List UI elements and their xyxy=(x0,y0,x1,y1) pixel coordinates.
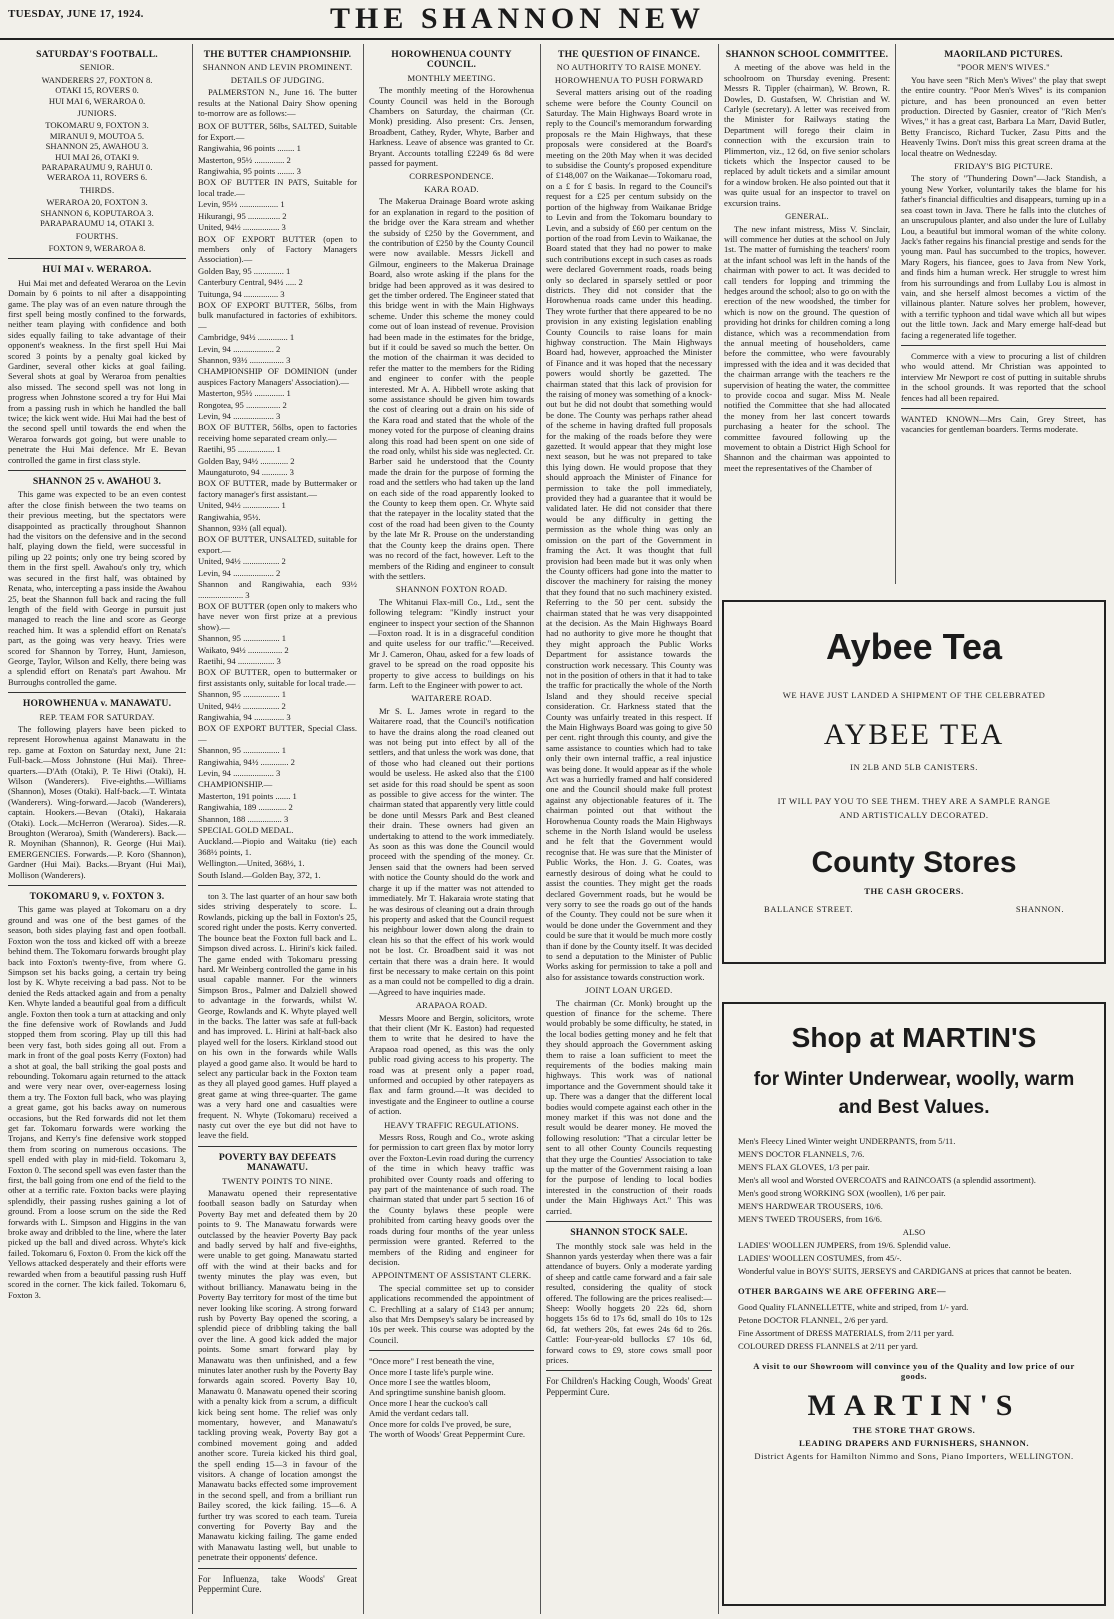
result-line: Tuitunga, 94 ................ 3 xyxy=(198,288,285,299)
subhead: WAITARERE ROAD. xyxy=(411,693,492,704)
ad-subhead: OTHER BARGAINS WE ARE OFFERING ARE— xyxy=(738,1286,947,1296)
ad-text: THE CASH GROCERS. xyxy=(864,886,964,896)
result-line: Shannon, 93½ ................ 3 xyxy=(198,354,291,365)
score-line: SHANNON 25, AWAHOU 3. xyxy=(45,141,149,152)
divider xyxy=(198,885,357,886)
score-line: OTAKI 15, ROVERS 0. xyxy=(55,85,139,96)
section-heading: MAORILAND PICTURES. xyxy=(944,49,1063,60)
column-council xyxy=(369,44,534,1614)
result-line: Rangiwahia, 95 points ........ 3 xyxy=(198,166,301,177)
subhead: APPOINTMENT OF ASSISTANT CLERK. xyxy=(371,1270,532,1281)
divider xyxy=(546,1221,712,1222)
result-line: Rangiwahia, 96 points ........ 1 xyxy=(198,143,301,154)
result-line: Levin, 94 ................... 2 xyxy=(198,343,281,354)
aybee-tea-ad xyxy=(722,600,1106,964)
article-body: The chairman (Cr. Monk) brought up the question of finance for the scheme. There would probably be some difficulty, he stated, in the local bodies getting money and he felt that they should approach the Government asking them to raise a loan sufficient to meet the requirements of the bodies making main highways. This work was of national importance and the Government should take it up. There was a danger that the different local bodies would compete against each other in the money market if this was not done and the result would be dearer money. He moved the following resolution: "That a circular letter be sent to all other County Councils requesting that they urge the Counties' Association to take up the matter of the Government raising a loan for the purpose of lending to local bodies interested in the construction of their roads under the Main Highways Act." This was carried. xyxy=(546,997,712,1216)
column-rule xyxy=(540,44,541,1614)
grade-label: THIRDS. xyxy=(79,184,115,195)
article-body: The special committee set up to consider applications recommended the appointment of C. Frechlling at a salary of £143 per annum; also that Mrs Dempsey's salary be increased by 10s per week. This course was adopted by the Council. xyxy=(369,1282,534,1345)
grade-label: SENIOR. xyxy=(79,62,115,73)
subhead: HEAVY TRAFFIC REGULATIONS. xyxy=(384,1119,519,1130)
article-body: Messrs Ross, Rough and Co., wrote asking for permission to cart green flax by motor lorry over the Foxton-Levin road during the currency of the time in which heavy traffic was prohibited over County roads and offering to pay part of the maintenance of such road. The chairman stated that under part 5 section 16 of the County bylaws these people were prohibited from carting heavy goods over the roads during four months of the year unless permission were granted. Referred to the members of the Riding and engineer for decision. xyxy=(369,1132,534,1267)
ad-item: Fine Assortment of DRESS MATERIALS, from 2/11 per yard. xyxy=(738,1328,954,1338)
ad-text: A visit to our Showroom will convince you of the Quality and low price of our goods. xyxy=(753,1361,1075,1381)
poem-line: "Once more" I rest beneath the vine, xyxy=(369,1356,495,1367)
ad-title: Aybee Tea xyxy=(825,626,1003,667)
ad-tagline: for Winter Underwear, woolly, warm and Best Values. xyxy=(753,1069,1075,1118)
ad-street: BALLANCE STREET. xyxy=(764,904,853,914)
ad-brand: AYBEE TEA xyxy=(823,718,1005,751)
article-body: The Whitanui Flax-mill Co., Ltd., sent the following telegram: "Kindly instruct your engineer to inspect your section of the Shannon—Foxton road. It is in a disgraceful condition and quite useless for our traffic."—Received. Mr J. Cameron, Ohau, asked for a few loads of gravel to be spread on the road opposite his property to give access to buildings on his farm. Left to the Engineer with power to act. xyxy=(369,596,534,690)
article-body: This game was expected to be an even contest after the close finish between the two teams on their previous meeting, but the spectators were disappointed as practically throughout Shannon had the visitors on the defensive and in the second half, playing down the field, were successful in piling up 22 points; only one try being scored by them in the first spell. Awahou's only try, which was secured in the first half, was obtained by Renata, who, intercepting a pass inside the Awahou 25, beat the Shannon full back and racing the full length of the field with George in pursuit just managed to reach the line and score as George reached him. It was a splendid effort on Renata's part, as the going was very heavy. Tries were scored for Shannon by Torrey, Hunt, Jamieson, George, Taylor, Wilson and Kelly, there being was a splendid effort on Renata's part Awahou. Mr Burroughs controlled the game. xyxy=(8,489,186,687)
result-line: Shannon, 93½ (all equal). xyxy=(198,523,287,534)
score-line: TOKOMARU 9, FOXTON 3. xyxy=(45,120,149,131)
article-subtitle: "POOR MEN'S WIVES." xyxy=(957,62,1050,73)
result-line: Masterton, 95½ .............. 1 xyxy=(198,388,291,399)
ad-text: THE STORE THAT GROWS. xyxy=(852,1425,976,1435)
section-heading: HOROWHENUA COUNTY COUNCIL. xyxy=(391,49,512,71)
article-body: This game was played at Tokomaru on a dry ground and was one of the best games of the season, both sides playing fast and open football. Foxton won the toss and kicked off with a breeze behind them. The Tokomaru forwards brought play back into Foxton's twenty-five, from where G. Simpson set his backs going, a certain try being lost by K. Whyte receiving a bad pass. Not to be denied the Reds attacked again and from a penalty Ken. Whyte landed a beautiful goal from a difficult angle. Foxton then took a turn at attacking and only the fine defensive work of Rowlands and Judd stopped them from scoring. Play up till this had been very fast, both sides going all out. From a mark in front of the goal posts Kerry (Foxton) had a shot at goal, the ball striking the goal posts and rebounding. Tokomaru again returned to the attack and were very near over, over-eagerness losing them a try. The Foxton full back, who was playing a great game, got his backs away on numerous occasions, but the Red forwards did not let them get far. Tokomaru forwards were working the Trojans, and Kerry's fine defensive work stopped them from scoring on numerous occasions. The spell ended with play in mid-field. Tokomaru 3, Foxton 0. The second spell was even faster than the first, the ball going from one end of the field to the other at a terrific rate. Foxton backs were playing splendidly, their passing rushes gaining a lot of ground. From a loose scrum on the side the Red forwards with L. Simpson and Higgins in the van broke away and dribbled to the line, where the later picked up the ball and dived across. Whyte's kick failed. Tokomaru 6, Foxton 0. From the kick off the Yellows attacked desperately and their efforts were rewarded when from a beautiful passing rush Huff scored in the corner. The kick failed. Tokomaru 6, Foxton 3. xyxy=(8,904,186,1300)
divider xyxy=(8,692,186,693)
subhead: JOINT LOAN URGED. xyxy=(585,985,673,996)
score-line: PARAPARAUMU 9, RAHUI 0. xyxy=(41,162,153,173)
divider xyxy=(8,470,186,471)
article-subtitle: DETAILS OF JUDGING. xyxy=(230,74,325,85)
article-body: The story of "Thundering Down"—Jack Standish, a young New Yorker, voluntarily takes the blame for his father's financial difficulties and disappears, turning up in a sea coast town in Java. There he falls into the clutches of an unscrupulous planter, and also under the lure of Lullaby Lou, a beautiful but immoral woman of the white colony. Jack's father regains his financial prestige and sends for the young man. Paul has succumbed to the tropics, however. Mary Rogers, his fiancee, goes to Java from New York, and finds him a human wreck. Her struggle to wrest him from his surroundings and from Lullaby Lou is almost in vain, and she herself almost becomes a victim of the villainous planter. Nature solves her problem, however, with a terrific typhoon and tidal wave which all but wipes out the little town. Jack and Mary emerge half-dead but facing a regenerated life together. xyxy=(901,173,1106,340)
result-line: BOX OF BUTTER, 56lbs, SALTED, Suitable for Export.— xyxy=(198,121,357,142)
subhead: KARA ROAD. xyxy=(424,183,479,194)
poem-line: Once more for colds I've proved, be sure, xyxy=(369,1418,512,1429)
result-line: Masterton, 191 points ....... 1 xyxy=(198,790,297,801)
result-line: Rangiwahia, 94 .............. 3 xyxy=(198,711,291,722)
result-line: Shannon and Rangiwahia, each 93½ ..................... 3 xyxy=(198,579,357,600)
score-line: WERAROA 20, FOXTON 3. xyxy=(46,197,148,208)
article-title: HUI MAI v. WERAROA. xyxy=(42,264,152,276)
poem-line: Once more I see the wattles bloom, xyxy=(369,1376,491,1387)
ad-item: MEN'S HARDWEAR TROUSERS, 10/6. xyxy=(738,1201,883,1211)
ad-items xyxy=(738,1136,1090,1276)
result-line: Shannon, 188 ................ 3 xyxy=(198,813,289,824)
column-rule xyxy=(192,44,193,1614)
divider xyxy=(369,1350,534,1351)
result-line: CHAMPIONSHIP OF DOMINION (under auspices Factory Managers' Association).— xyxy=(198,366,357,387)
article-subtitle: MONTHLY MEETING. xyxy=(407,72,496,83)
divider xyxy=(901,408,1106,409)
masthead xyxy=(0,0,1114,40)
article-body: You have seen "Rich Men's Wives" the play that swept the entire country. "Poor Men's Wives" is its companion picture, and has been pronounced an even better production. Directed by Gasnier, creator of "Rich Men's Wives," it has a great cast, Barbara La Marr, David Butler, Betty Francisco, Richard Tucker, Zasu Pitts and the Heavenly Twins. Don't miss this great screen drama at the local theatre on Wednesday. xyxy=(901,74,1106,158)
article-body: Mr S. L. James wrote in regard to the Waitarere road, that the Council's notification to have the drains along the road cleaned out was not being put into effect by all of the settlers, and that unless the work was done, that of those who had cleaned out their portions would be useless. He asked also that the £100 set aside for this road should be spent as soon as possible to give access for the winter. The chairman stated that apparently very little could be done until Messrs Park and Best cleaned their drain. These owners had given an undertaking to attend to the work immediately. As soon as this was done the Council would proceed with the spending of the money. Cr. Jensen said that the owners had been served with notice the County should do the work and charge it up if the matter was not attended to immediately. Mr T. Hakaraia wrote stating that he was desirous of cleaning out a drain through his property and asked that the Council request his neighbour lower down along the drain to clean his so that the effect of his work would not be lost. Cr. Broadbent said it was not certain that there was a drain here. It would first be necessary to make certain on this point as a man could not be compelled to dig a drain.—Agreed to have inquiries made. xyxy=(369,705,534,997)
article-body: Commerce with a view to procuring a list of children who would attend. Mr Christian was appointed to interview Mr Newport re cost of putting in suitable shrubs in the school grounds. It was reported that the school fences had all been repaired. xyxy=(901,350,1106,403)
result-line: BOX OF EXPORT BUTTER (open to members only of Factory Managers Association).— xyxy=(198,233,357,265)
article-body: The monthly stock sale was held in the Shannon yards yesterday when there was a fair attendance of buyers. Only a moderate yarding of sheep and cattle came forward and a fair sale resulted, considering the quality of stock offered. The following are the prices realised:—Sheep: Woolly hoggets 20 22s 6d, shorn hoggets 15s 6d to 17s 6d, small do 10s to 12s 6d, fat wethers 20s, fat ewes 24s 6d to 26s. Cattle: Four-year-old bullocks £7 10s 6d, forward cows to £9, store cows small poor prices. xyxy=(546,1240,712,1365)
poem-line: Once more I hear the cuckoo's call xyxy=(369,1397,488,1408)
column-pictures xyxy=(901,44,1106,584)
section-heading: SATURDAY'S FOOTBALL. xyxy=(36,49,158,60)
score-line: FOXTON 9, WERAROA 8. xyxy=(48,242,146,253)
result-line: Raetihi, 94 ................. 3 xyxy=(198,655,281,666)
subhead: CORRESPONDENCE. xyxy=(409,171,494,182)
result-line: CHAMPIONSHIP.— xyxy=(198,779,273,790)
classified-ad: WANTED KNOWN—Mrs Cain, Grey Street, has vacancies for gentleman boarders. Terms moderate. xyxy=(901,414,1106,435)
article-subtitle: TWENTY POINTS TO NINE. xyxy=(222,1175,333,1186)
result-line: Hikurangi, 95 ............... 2 xyxy=(198,210,287,221)
ad-line: For Children's Hacking Cough, Woods' Great Peppermint Cure. xyxy=(546,1376,712,1397)
divider xyxy=(198,1568,357,1569)
article-title: POVERTY BAY DEFEATS MANAWATU. xyxy=(218,1151,337,1174)
result-line: SPECIAL GOLD MEDAL. xyxy=(198,825,294,836)
result-line: Waikato, 94½ ................ 2 xyxy=(198,644,289,655)
article-body: The Makerua Drainage Board wrote asking for an explanation in regard to the position of the bridge over the Kara stream and whether the subsidy of £250 by the Government, and the contribution of £250 by the County Council were now available. Messrs Jickell and Gilmour, engineers to the Makerua Drainage Board, also wrote asking if the plans for the bridge had been approved as it was desired to get the timber ordered. The Engineer stated that this bridge went in with the Main Highways scheme. Under this scheme the money could come out of loan instead of revenue. Provision had been made in the estimates for the bridge, but if it could be saved so much the better. On the motion of the chairman it was decided to refer the matter to the members for the Riding and engineer to confer with the people interested. Mr A. A. Hibbell wrote asking that some assistance should be given him towards the cost of clearing out a drain on his side of the Kara road and stated that the whole of the money voted for the purpose of cleaning drains along this road had been spent on one side of the road only, whilst his side was neglected. Cr. Barber said he understood that the County made the drain for the purpose of forming the road and the settlers who had taken up the land on each side of the road apparently looked to the County to keep them open. Cr. Whyte said that the ratepayer in the locality stated that the cost of the road had been given to the County by the late Mr R. Prouse on the understanding that the County keep the drains open. There was no record of the fact, however. Left to the members of the Riding and engineer to consult with the settlers. xyxy=(369,196,534,581)
score-line: MIRANUI 9, MOUTOA 5. xyxy=(49,130,145,141)
ad-text: IN 2LB AND 5LB CANISTERS. xyxy=(850,762,978,772)
result-line: BOX OF BUTTER (open only to makers who have never won first prize at a previous show).— xyxy=(198,600,357,632)
article-body: A meeting of the above was held in the schoolroom on Thursday evening. Present: Messrs R. Tippler (chairman), W. Brown, R. Dowles, D. Gustafsen, W. Christian and W. Carlyle (secretary). A letter was received from the Minister for Railways stating the Department will forego their claim in connection with the excursion train to Plimmerton, viz., 12 6d, on five senior scholars tickets which the Inspector caused to be replaced by adult tickets and a similar amount for a window broken. He also pointed out that it was quite usual for an inspector to travel on excursion trains. xyxy=(724,62,890,208)
result-line: Levin, 95½ .................. 1 xyxy=(198,199,285,210)
score-line: HUI MAI 6, WERAROA 0. xyxy=(48,95,146,106)
article-subtitle: HOROWHENUA TO PUSH FORWARD xyxy=(554,74,704,85)
article-body: ton 3. The last quarter of an hour saw both sides striving desperately to score. L. Rowlands, picking up the ball in Foxton's 25, scored right under the posts. Kerry converted. The bounce beat the Foxton full back and L. Simpson dived across. L. Hirini's kick failed. The game ended with Tokomaru pressing hard. Mr Weinberg controlled the game in his usual capable manner. For the winners Simpson Bros., Palmer and Dalziell showed to advantage in the forwards, whilst W. George, Rowlands and K. Whyte played well in the backs. The latter was safe at full-back and has improved. L. Hirini at half-back also played well for the losers. Kirkland stood out on his own in the forwards while Walls played a good game also. It would be hard to select any particular back in the Foxton team as they all played good games. Huff played a great game at wing three-quarter. The game was a very hard one and casualties were frequent. N. Whyte (Tokomaru) received a nasty cut over the eye but did not have to leave the field. xyxy=(198,891,357,1141)
divider xyxy=(8,885,186,886)
result-line: United, 94½ ................. 3 xyxy=(198,222,286,233)
divider xyxy=(901,345,1106,346)
subhead: GENERAL. xyxy=(785,211,829,222)
section-heading: THE QUESTION OF FINANCE. xyxy=(558,49,700,60)
result-line: Rangiwahia, 95½. xyxy=(198,511,261,522)
result-line: Shannon, 95 ................. 1 xyxy=(198,633,287,644)
column-sports xyxy=(8,44,186,1614)
column-rule xyxy=(895,44,896,584)
newspaper-title: THE SHANNON NEW xyxy=(330,2,706,35)
ad-name: MARTIN'S xyxy=(807,1389,1021,1422)
article-body: Hui Mai met and defeated Weraroa on the Levin Domain by 6 points to nil after a disappointing game. The play was of an even nature through the first spell being mostly confined to the forwards, neither team playing with confidence and both sides equally failing to take advantage of their opponent's weakness. In the first spell Hui Mai scored 3 points by a penalty goal kicked by Gardiner, several other kicks at goal failing. Several shots at goal by Weraroa from penalties also missed. The second spell was not long in progress when Johnstone scored a try for Hui Mai from a passing rush in which he handled the ball twice; the kick went wide. Hui Mai had the best of the second spell until towards the end when the Weraroa forwards got going, but were unable to penetrate the Hui Mai defence. Mr E. Bevan controlled the game in first class style. xyxy=(8,277,186,465)
ad-item: Men's all wool and Worsted OVERCOATS and RAINCOATS (a splendid assortment). xyxy=(738,1175,1036,1185)
result-line: BOX OF BUTTER, UNSALTED, suitable for export.— xyxy=(198,534,357,555)
result-line: Masterton, 95½ .............. 2 xyxy=(198,154,291,165)
ad-item: LADIES' WOOLLEN JUMPERS, from 19/6. Splendid value. xyxy=(738,1240,951,1250)
subhead: SHANNON FOXTON ROAD. xyxy=(395,584,508,595)
martins-ad xyxy=(722,1002,1106,1606)
poem-line: Amid the verdant cedars tall. xyxy=(369,1408,469,1419)
result-line: Shannon, 95 ................. 1 xyxy=(198,689,287,700)
score-line: WANDERERS 27, FOXTON 8. xyxy=(41,74,153,85)
column-school xyxy=(724,44,890,584)
article-title: SHANNON 25 v. AWAHOU 3. xyxy=(32,476,162,488)
ad-item: Good Quality FLANNELLETTE, white and striped, from 1/- yard. xyxy=(738,1302,969,1312)
column-rule xyxy=(363,44,364,1614)
article-body: The following players have been picked to represent Horowhenua against Manawatu in the rep. game at Foxton on Saturday next, June 21: Full-back.—Moss Johnstone (Hui Mai). Three-quarters.—D'Ath (Otaki), P. Te Hiwi (Otaki), H. Wilson (Wanderers). Five-eighths.—Williams (Shannon), Moses (Otaki). Half-back.—T. Wintata (Wanderers). Wing-forward.—Jacob (Wanderers), captain. Hookers.—Bevan (Otaki), Hakaraia (Otaki). Lock.—McHerron (Weraroa). Sides.—R. Broughton (Weraroa), Smith (Wanderers). Back.—R. Moynihan (Shannon), R. George (Hui Mai). EMERGENCIES. Forwards.—P. Koro (Shannon), Gardner (Hui Mai). Backs.—Bryant (Hui Mai), Mollison (Wanderers). xyxy=(8,723,186,880)
ad-title: Shop at MARTIN'S xyxy=(791,1022,1037,1053)
result-line: Cambridge, 94½ .............. 1 xyxy=(198,332,295,343)
result-line: Canterbury Central, 94½ ..... 2 xyxy=(198,277,303,288)
poem-line: The worth of Woods' Great Peppermint Cure. xyxy=(369,1429,526,1439)
results-list xyxy=(198,121,357,880)
result-line: United, 94½ ................. 2 xyxy=(198,556,286,567)
ad-item: Men's Fleecy Lined Winter weight UNDERPANTS, from 5/11. xyxy=(738,1136,956,1146)
ad-store: County Stores xyxy=(811,846,1017,879)
section-heading: THE BUTTER CHAMPIONSHIP. xyxy=(203,49,352,60)
article-body: The monthly meeting of the Horowhenua County Council was held in the Borough Chambers on Saturday, the chairman (Cr. Monk) presiding. Also present: Crs. Jensen, Broadbent, Cathey, Ryder, Whyte, Barber and Harkness. Leave of absence was granted to Cr. Bryant. Accounts totalling £2249 6s 8d were passed for payment. xyxy=(369,85,534,169)
result-line: BOX OF BUTTER, made by Buttermaker or factory manager's first assistant.— xyxy=(198,478,357,499)
score-line: HUI MAI 26, OTAKI 9. xyxy=(55,151,139,162)
article-body: Messrs Moore and Bergin, solicitors, wrote that their client (Mr K. Easton) had requested them to write that he desired to have the Arapaoa road opened, as this was the only public road giving access to his property. The road was at present only a paper road, unformed and occupied by other ratepayers as flax and farm ground.—It was decided to investigate and the Engineer to outline a course of action. xyxy=(369,1012,534,1117)
article-body: Manawatu opened their representative football season badly on Saturday when Poverty Bay met and defeated them by 20 points to 9. The Manawatu forwards were outclassed by the heavier Poverty Bay pack and badly served by half and five-eighths, were unable to get going. Manawatu started off with the wind at their backs and for twenty minutes the play was even, but without brilliancy. Manawatu being in the Poverty Bay territory for most of the time but never looking like scoring. A strong forward rush by Poverty Bay opened the scoring, a splendid piece of dribbling taking the ball over the line. A good kick added the major points. Some smart forward play by Manawatu was then unfinished, and a few minutes later another rush by the Poverty Bay forwards again scored. Poverty Bay 10, Manawatu 0. Manawatu opened their scoring with a penalty kick from a scrum, a difficult kick being sent home. The relief was only momentary, however, and Manawatu's tackling proving weak, Poverty Bay got a combined movement going and added another score. Tureia kicked his third goal, the spell ending 15—3 in favour of the visitors. A change of location amongst the Manawatu backs effected some improvement in the second spell, and from a brilliant run Bailey scored, the kick failing. 15—6. A further try was scored to each team. Tureia converting for Poverty Bay and the Manawatu kicking failing. The game ended with Manawatu lasting well, but unable to penetrate their opponents' defence. xyxy=(198,1188,357,1563)
divider xyxy=(8,258,186,259)
subhead: ARAPAOA ROAD. xyxy=(415,1000,488,1011)
article-title: SHANNON STOCK SALE. xyxy=(570,1227,688,1239)
article-subtitle: REP. TEAM FOR SATURDAY. xyxy=(39,711,155,722)
article-subtitle: SHANNON AND LEVIN PROMINENT. xyxy=(202,62,353,73)
issue-date: TUESDAY, JUNE 17, 1924. xyxy=(8,8,144,20)
article-title: TOKOMARU 9, v. FOXTON 3. xyxy=(29,891,165,903)
result-line: Rangiwahia, 94½ ............. 2 xyxy=(198,756,295,767)
result-line: South Island.—Golden Bay, 372, 1. xyxy=(198,869,321,880)
result-line: Wellington.—United, 368½, 1. xyxy=(198,858,305,869)
ad-text: LEADING DRAPERS AND FURNISHERS, SHANNON. xyxy=(798,1438,1030,1448)
ad-text: District Agents for Hamilton Nimmo and Sons, Piano Importers, WELLINGTON. xyxy=(754,1451,1074,1461)
section-heading: SHANNON SCHOOL COMMITTEE. xyxy=(725,49,889,60)
result-line: Levin, 94 ................... 3 xyxy=(198,768,281,778)
result-line: Raetihi, 95 ................. 1 xyxy=(198,444,281,455)
result-line: BOX OF BUTTER IN PATS, Suitable for local trade.— xyxy=(198,177,357,198)
ad-item: Wonderful value in BOYS' SUITS, JERSEYS and CARDIGANS at prices that cannot be beaten. xyxy=(738,1266,1072,1276)
result-line: BOX OF EXPORT BUTTER, Special Class.— xyxy=(198,723,357,744)
score-line: WERAROA 11, ROVERS 6. xyxy=(46,172,148,183)
divider xyxy=(546,1370,712,1371)
article-body: The new infant mistress, Miss V. Sinclair, will commence her duties at the school on July 1st. The matter of furnishing the teachers' room at the infant school was left in the hands of the chairman with power to act. It was decided to call tenders for lopping and trimming the hedges around the school; also to go on with the erection of the new woodshed, the timber for which is now on the ground. The question of providing hot drinks for children coming a long distance, which was a recommendation from the annual meeting of householders, came before the committee, who were favourably impressed with the idea and it was decided that the chairman arrange with the teachers re the supervision of heating the water, the committee to provide cocoa and sugar. Miss M. Neale notified the Committee that she had allocated the money from her last concert towards purchasing a heater for the school. The committee favoured following up the movement to obtain a District High School for Shannon and the chairman was appointed to meet the representatives of the Chamber of xyxy=(724,223,890,473)
result-line: BOX OF BUTTER, 56lbs, open to factories receiving home separated cream only.— xyxy=(198,422,357,443)
result-line: Levin, 94 ................... 3 xyxy=(198,411,281,421)
article-body: Several matters arising out of the roading scheme were before the County Council on Saturday. The Main Highways Board wrote in reply to the Council's memorandum forwarding proposals re the Main Highways, that these proposals were considered at the Board's meeting on the 20th May when it was decided to subsidise the County's proposed expenditure of £148,007 on the Waikanae—Tokomaru road, on a £ for £ basis. In regard to the Council's request for a £25 per centum subsidy on the portion of the highway from Waikanae Bridge to Levin and from the Tokomaru boundary to Levin, and a subsidy of £60 per centum on the portion of the road from Levin to Waikanae, the Board stated that they had no power to make such contributions except in such cases as roads were declared Government roads, roads being only so declared in sparsely settled or poor districts. They did not consider that the Horowhenua roads came under this heading. They wrote further that there appeared to be no provision in any existing legislation enabling County Councils to raise loans for main highway construction. The Main Highways Board had, however, approached the Minister of Finance and it was hoped that the necessary powers would shortly be gazetted. The chairman stated that this lack of provision for the raising of money was something of a knock-out but he did not doubt that something would be done. The County was perhaps rather ahead of the scheme in having drafted full proposals for the making of the roads before they were gazetted. It would appear that they might lose next season, but he was not prepared to take this lying down. He would propose that they should approach the Minister of Finance for permission to take the poll immediately, provided they had a guarantee that it would be validated later. He did not consider that there would be any difficulty in getting the permission as the whole thing was only an omission on the part of the Government in framing the Act. It was thought that full provision had been made but it was only when the County officers had gone into the matter to discover the machinery for raising the money that they found that no such machinery existed. Referring to the 50 per cent. subsidy the chairman stated that he was very disappointed at the decision. As the Main Highways Board had no authority to give more he thought that they might approach the Public Works Department for assistance towards the construction work necessary. This County was not in the position of others in that it had to take the traffic for practically the whole of the North Island and they should receive special consideration. Cr. Harkness stated that the County was unfairly treated in this respect. If the Main Highways Board was going to give 50 per cent. right through this county, and give the same assistance to counties which had to take only their own internal traffic, a real injustice was being done. It would appear as if the whole Act was a hurriedly framed and half considered one and the Council should make full protest against any objectionable features of it. The chairman pointed out that without the Horowhenua County roads the Main Highways scheme in the North Island would be useless and he felt that the Government would recognise that. He was sure that the Minister of Public Works, the Hon. J. G. Coates, was earnestly desirous of doing what he could to assist the counties. They might get the roads declared Government roads, but he would be very sorry to see the roads go out of the hands of the County. They could not be sure when it would be done under the Government and they could be sure that it would be much more costly than if done by the County itself. It was decided to send a deputation to the Minister of Public Works asking for permission to take a poll and also for assistance towards construction work. xyxy=(546,87,712,982)
subhead: FRIDAY'S BIG PICTURE. xyxy=(954,161,1053,172)
grade-label: FOURTHS. xyxy=(75,230,119,241)
result-line: BOX OF BUTTER, open to buttermaker or first assistants only, suitable for local trade.— xyxy=(198,667,357,688)
ad-other-items xyxy=(738,1302,1090,1351)
grade-label: JUNIORS. xyxy=(77,108,117,119)
ad-item: Petone DOCTOR FLANNEL, 2/6 per yard. xyxy=(738,1315,888,1325)
column-rule xyxy=(718,44,719,1614)
ad-item: MEN'S DOCTOR FLANNELS, 7/6. xyxy=(738,1149,865,1159)
ad-item: ALSO xyxy=(902,1227,926,1237)
poem-line: Once more I taste life's purple wine. xyxy=(369,1366,494,1377)
result-line: United, 94½ ................. 1 xyxy=(198,500,286,511)
ad-item: Men's good strong WORKING SOX (woollen), 1/6 per pair. xyxy=(738,1188,946,1198)
result-line: Maungaturoto, 94 ............ 3 xyxy=(198,467,294,478)
score-line: SHANNON 6, KOPUTAROA 3. xyxy=(40,207,154,218)
ad-line: For Influenza, take Woods' Great Peppermint Cure. xyxy=(198,1573,357,1595)
result-line: Rangiwahia, 189 ............. 2 xyxy=(198,802,293,813)
article-title: HOROWHENUA v. MANAWATU. xyxy=(22,698,172,710)
poem-line: And springtime sunshine banish gloom. xyxy=(369,1387,506,1398)
column-finance xyxy=(546,44,712,1614)
article-body: PALMERSTON N., June 16. The butter results at the National Dairy Show opening to-morrow are as follows:— xyxy=(198,87,357,119)
result-line: Rongotea, 95 ................ 2 xyxy=(198,399,287,410)
ad-text: WE HAVE JUST LANDED A SHIPMENT OF THE CELEBRATED xyxy=(782,690,1046,700)
score-line: PARAPARAUMU 14, OTAKI 3. xyxy=(40,218,154,229)
ad-text: IT WILL PAY YOU TO SEE THEM. THEY ARE A SAMPLE RANGE AND ARTISTICALLY DECORATED. xyxy=(777,796,1051,820)
result-line: Golden Bay, 95 .............. 1 xyxy=(198,265,291,276)
ad-item: COLOURED DRESS FLANNELS at 2/11 per yard. xyxy=(738,1341,918,1351)
result-line: Levin, 94 ................... 2 xyxy=(198,567,281,578)
ad-item: MEN'S TWEED TROUSERS, from 16/6. xyxy=(738,1214,882,1224)
column-butter xyxy=(198,44,357,1614)
result-line: United, 94½ ................. 2 xyxy=(198,700,286,711)
result-line: Golden Bay, 94½ ............. 2 xyxy=(198,455,295,466)
result-line: BOX OF EXPORT BUTTER, 56lbs, from bulk manufactured in factories of exhibitors.— xyxy=(198,299,357,331)
result-line: Shannon, 95 ................. 1 xyxy=(198,745,287,756)
result-line: Auckland.—Piopio and Waitaku (tie) each 368½ points, 1. xyxy=(198,836,357,857)
ad-address xyxy=(764,904,1064,914)
ad-town: SHANNON. xyxy=(1015,904,1064,914)
ad-item: LADIES' WOOLLEN COSTUMES, from 45/-. xyxy=(738,1253,902,1263)
divider xyxy=(198,1146,357,1147)
article-subtitle: NO AUTHORITY TO RAISE MONEY. xyxy=(556,62,702,73)
ad-item: MEN'S FLAX GLOVES, 1/3 per pair. xyxy=(738,1162,870,1172)
